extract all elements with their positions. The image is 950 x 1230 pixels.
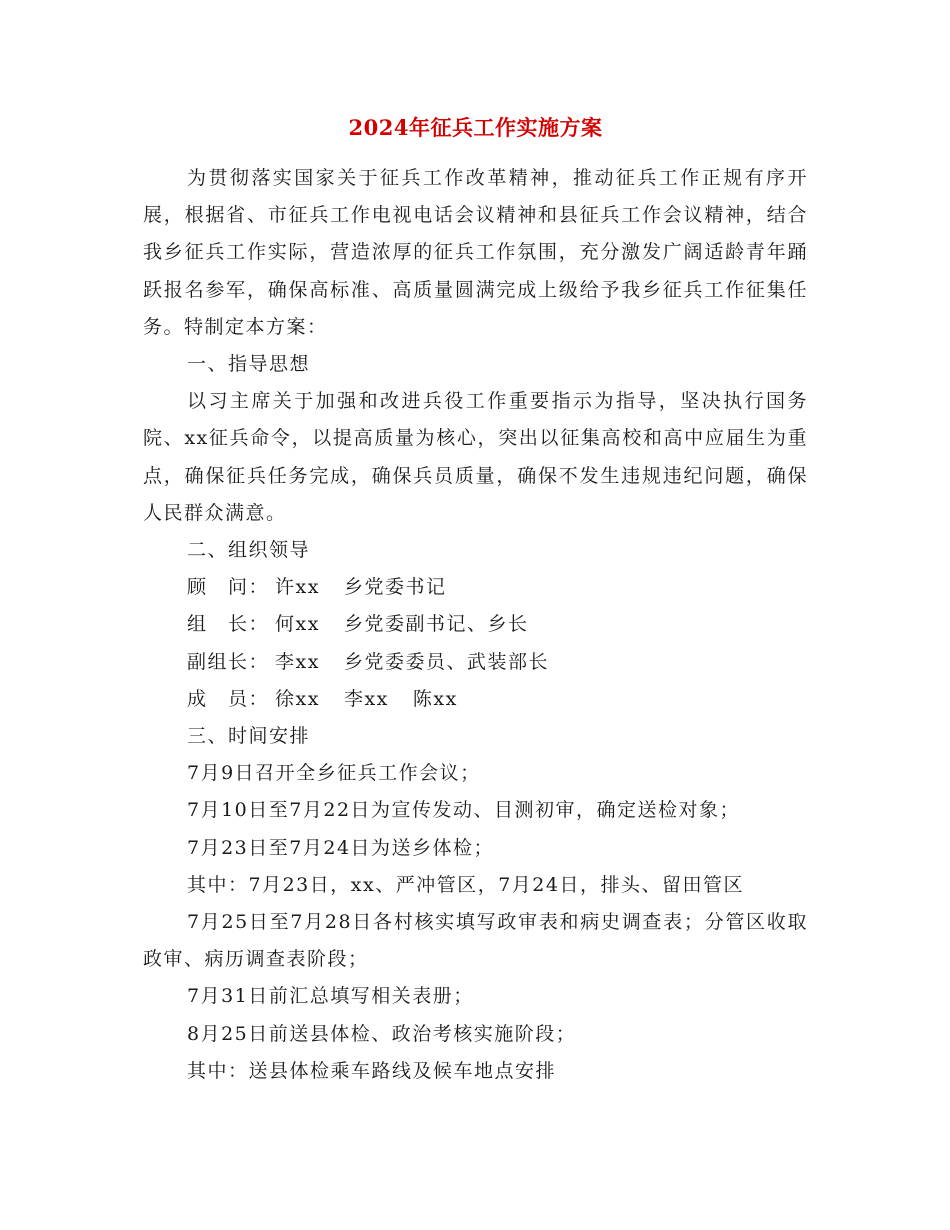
member-row-advisor (143, 569, 808, 606)
member-row-deputy-leader (143, 644, 808, 681)
member-title: 乡党委副书记、乡长 (343, 613, 529, 636)
section-3-heading: 三、时间安排 (187, 725, 311, 748)
schedule-item: 其中：送县体检乘车路线及候车地点安排 (187, 1059, 557, 1082)
member-role: 成 员： (187, 687, 270, 710)
schedule-item: 7月25日至7月28日各村核实填写政审表和病史调查表；分管区收取政审、病历调查表阶段； (143, 911, 808, 971)
schedule-item: 7月23日至7月24日为送乡体检； (187, 836, 495, 859)
schedule-item: 7月31日前汇总填写相关表册； (187, 985, 474, 1008)
document-title: 2024年征兵工作实施方案 (348, 115, 603, 140)
member-row-leader (143, 606, 808, 643)
member-title: 乡党委委员、武装部长 (343, 650, 549, 673)
schedule-item: 7月10日至7月22日为宣传发动、目测初审，确定送检对象； (187, 799, 741, 822)
section-1-heading: 一、指导思想 (187, 353, 311, 376)
intro-paragraph: 为贯彻落实国家关于征兵工作改革精神，推动征兵工作正规有序开展，根据省、市征兵工作电视电话会议精神和县征兵工作会议精神，结合我乡征兵工作实际，营造浓厚的征兵工作氛围，充分激发广阔适龄青年踊跃报名参军，确保高标准、高质量圆满完成上级给予我乡征兵工作征集任务。特制定本方案： (143, 167, 808, 338)
section-1-body: 以习主席关于加强和改进兵役工作重要指示为指导，坚决执行国务院、xx征兵命令，以提高质量为核心，突出以征集高校和高中应届生为重点，确保征兵任务完成，确保兵员质量，确保不发生违规违纪问题，确保人民群众满意。 (143, 390, 808, 524)
member-role: 顾 问： (187, 576, 270, 599)
member-name: 徐xx (275, 687, 320, 710)
member-role: 副组长： (187, 650, 270, 673)
document-page (143, 110, 808, 1090)
member-row-staff (143, 681, 808, 718)
schedule-item: 7月9日召开全乡征兵工作会议； (187, 762, 481, 785)
section-2-heading: 二、组织领导 (187, 539, 311, 562)
member-name: 李xx (275, 650, 320, 673)
member-name: 陈xx (412, 687, 458, 710)
member-title: 乡党委书记 (343, 576, 447, 599)
member-name: 许xx (275, 576, 320, 599)
schedule-item: 其中：7月23日，xx、严冲管区，7月24日，排头、留田管区 (187, 873, 744, 896)
schedule-item: 8月25日前送县体检、政治考核实施阶段； (187, 1022, 577, 1045)
member-name: 李xx (343, 687, 389, 710)
member-name: 何xx (275, 613, 320, 636)
member-role: 组 长： (187, 613, 270, 636)
